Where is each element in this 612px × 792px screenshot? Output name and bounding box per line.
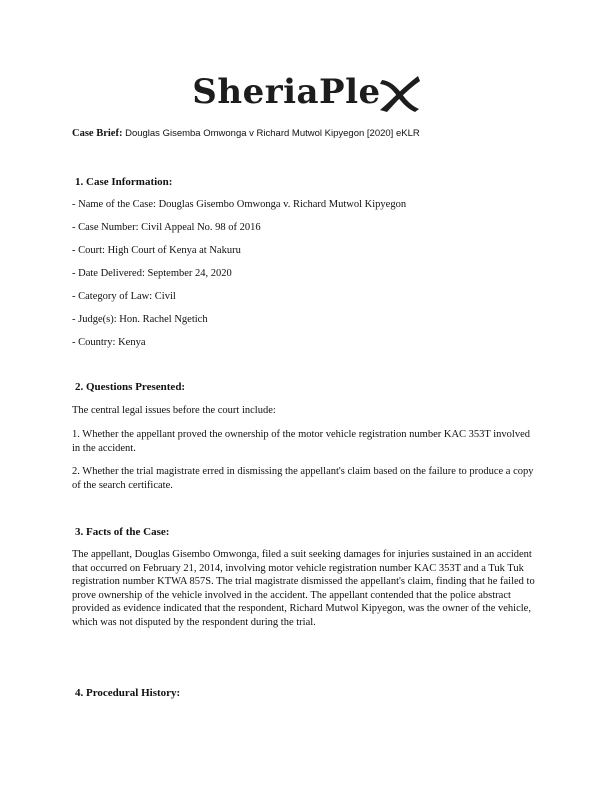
question-item-2: 2. Whether the trial magistrate erred in dismissing the appellant's claim based on the failure to produce a copy of the search certificate.: [72, 466, 534, 491]
sheriaplex-logo: [0, 72, 612, 126]
question-item-1: 1. Whether the appellant proved the ownership of the motor vehicle registration number KAC 353T involved in the accident.: [72, 429, 530, 454]
section-heading-facts: 3. Facts of the Case:: [75, 526, 170, 538]
case-brief-line: [72, 128, 420, 139]
section-heading-case-information: 1. Case Information:: [75, 176, 173, 188]
case-info-number: - Case Number: Civil Appeal No. 98 of 2016: [72, 222, 261, 233]
x-mark-icon: [378, 72, 420, 112]
case-info-country: - Country: Kenya: [72, 337, 146, 348]
case-info-court: - Court: High Court of Kenya at Nakuru: [72, 245, 241, 256]
case-brief-label: Case Brief:: [72, 128, 123, 139]
case-info-date: - Date Delivered: September 24, 2020: [72, 268, 232, 279]
case-info-name: - Name of the Case: Douglas Gisembo Omwonga v. Richard Mutwol Kipyegon: [72, 199, 407, 210]
section-heading-procedural-history: 4. Procedural History:: [75, 687, 181, 699]
questions-intro: The central legal issues before the court include:: [72, 405, 276, 416]
case-brief-title: Douglas Gisemba Omwonga v Richard Mutwol Kipyegon [2020] eKLR: [125, 128, 420, 139]
facts-paragraph: The appellant, Douglas Gisembo Omwonga, filed a suit seeking damages for injuries sustained in an accident that occurred on February 21, 2014, involving motor vehicle registration number KAC 353T and a Tuk Tuk registration number KTWA 857S. The trial magistrate dismissed the appellant's claim, finding that he failed to prove ownership of the vehicle involved in the accident. The appellant contended that the police abstract provided as evidence indicated that the respondent, Richard Mutwol Kipyegon, was the owner of the vehicle, which was not disputed by the respondent during the trial.: [72, 549, 535, 628]
case-info-judges: - Judge(s): Hon. Rachel Ngetich: [72, 314, 208, 325]
logo-text: SheriaPle: [192, 72, 381, 112]
case-info-category: - Category of Law: Civil: [72, 291, 176, 302]
section-heading-questions: 2. Questions Presented:: [75, 381, 186, 393]
